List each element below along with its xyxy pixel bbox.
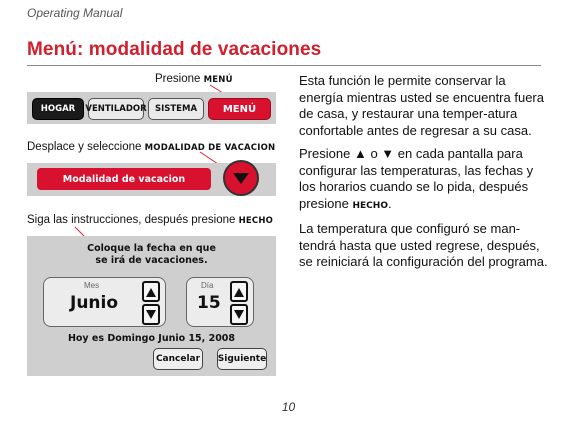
panel2-caption xyxy=(27,141,275,153)
panel3-caption-text: Siga las instrucciones, después presione xyxy=(27,214,236,226)
paragraph-2-text-c: en cada pantalla para configurar las temperaturas, las fechas y los horarios cuando se lo pida, después presione xyxy=(299,146,534,211)
month-field xyxy=(43,277,166,327)
day-field xyxy=(186,277,254,327)
triangle-down-icon: ▼ xyxy=(381,146,395,161)
paragraph-2-key: HECHO xyxy=(352,200,388,211)
triangle-down-icon xyxy=(233,309,245,321)
page-title: Menú: modalidad de vacaciones xyxy=(27,39,322,60)
month-down-button[interactable] xyxy=(142,304,160,325)
scroll-down-button[interactable] xyxy=(223,160,259,196)
day-label: Día xyxy=(201,281,214,290)
triangle-down-icon xyxy=(225,162,257,194)
hogar-button[interactable]: HOGAR xyxy=(32,98,84,120)
vacation-date-screen xyxy=(27,236,276,376)
prompt-line-2: se irá de vacaciones. xyxy=(95,255,208,266)
menu-button[interactable]: MENÚ xyxy=(208,98,271,120)
running-header: Operating Manual xyxy=(27,6,123,20)
panel3-caption xyxy=(27,214,273,226)
paragraph-3: La temperatura que configuró se man-tendrá hasta que usted regrese, después, se reiniciará la configuración del programa. xyxy=(299,221,548,269)
panel3-caption-key: HECHO xyxy=(238,216,274,226)
month-label: Mes xyxy=(84,281,100,290)
paragraph-2-text-a: Presione xyxy=(299,146,351,161)
triangle-up-icon xyxy=(233,286,245,298)
month-value: Junio xyxy=(70,293,119,313)
cancel-button[interactable]: Cancelar xyxy=(153,348,203,370)
day-up-button[interactable] xyxy=(230,281,248,302)
menu-list-panel xyxy=(27,163,276,196)
sistema-button[interactable]: SISTEMA xyxy=(148,98,204,120)
day-down-button[interactable] xyxy=(230,304,248,325)
page-number: 10 xyxy=(281,400,296,414)
vacation-mode-option[interactable]: Modalidad de vacacion xyxy=(37,168,211,190)
paragraph-2-text-b: o xyxy=(370,146,378,161)
day-value: 15 xyxy=(197,293,221,313)
panel1-caption-text: Presione xyxy=(155,73,201,85)
body-text xyxy=(299,73,549,271)
month-up-button[interactable] xyxy=(142,281,160,302)
triangle-down-icon xyxy=(145,309,157,321)
paragraph-2: Presione ▲ o ▼ en cada pantalla para configurar las temperaturas, las fechas y los horarios cuando se lo pida, después presione HECHO. xyxy=(299,146,534,211)
panel2-caption-key: MODALIDAD DE VACACION xyxy=(144,143,276,153)
panel2-caption-text: Desplace y seleccione xyxy=(27,141,142,153)
thermostat-top-buttons-panel xyxy=(27,92,276,124)
ventilador-button[interactable]: VENTILADOR xyxy=(88,98,144,120)
prompt-line-1: Coloque la fecha en que xyxy=(87,243,216,254)
panel1-caption-key: MENÚ xyxy=(203,75,233,85)
today-date-text: Hoy es Domingo Junio 15, 2008 xyxy=(67,333,236,344)
next-button[interactable]: Siguiente xyxy=(217,348,267,370)
paragraph-1: Esta función le permite conservar la energía mientras usted se encuentra fuera de casa, y restaurar una temper-atura confortable antes de regresar a su casa. xyxy=(299,73,544,138)
triangle-up-icon: ▲ xyxy=(353,146,367,161)
triangle-up-icon xyxy=(145,286,157,298)
